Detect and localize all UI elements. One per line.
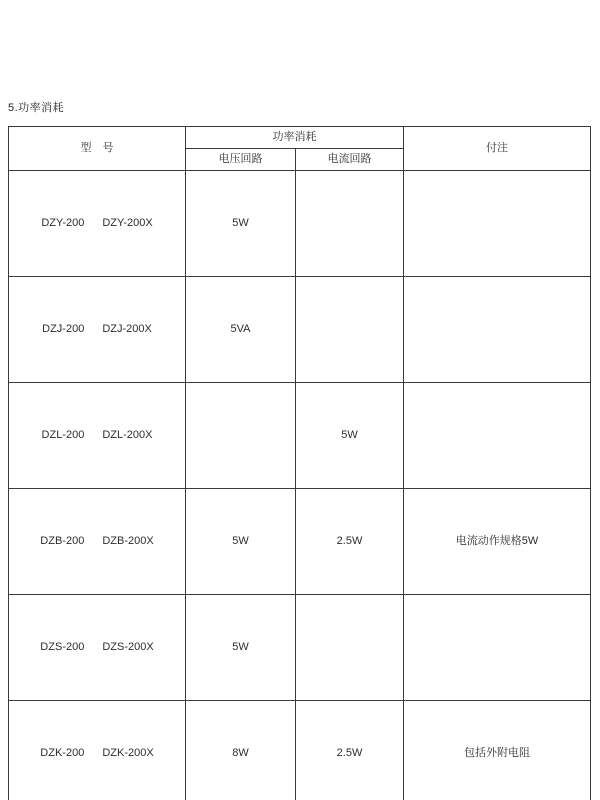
model-name-x: DZB-200X bbox=[102, 531, 153, 552]
current-cell: 5W bbox=[296, 383, 404, 489]
current-cell bbox=[296, 277, 404, 383]
voltage-cell bbox=[186, 383, 296, 489]
voltage-cell: 5W bbox=[186, 489, 296, 595]
table-row bbox=[9, 489, 591, 595]
model-name: DZL-200 bbox=[42, 425, 85, 446]
model-name-x: DZK-200X bbox=[102, 743, 153, 764]
current-cell bbox=[296, 171, 404, 277]
model-cell bbox=[9, 489, 186, 595]
model-cell bbox=[9, 701, 186, 800]
current-cell: 2.5W bbox=[296, 489, 404, 595]
notes-cell bbox=[404, 383, 591, 489]
model-name: DZY-200 bbox=[41, 213, 84, 234]
voltage-cell: 5VA bbox=[186, 277, 296, 383]
table-row bbox=[9, 701, 591, 800]
notes-cell bbox=[404, 171, 591, 277]
table-row bbox=[9, 595, 591, 701]
header-current-circuit: 电流回路 bbox=[296, 149, 404, 171]
model-pair bbox=[9, 743, 185, 764]
model-pair bbox=[9, 319, 185, 340]
voltage-cell: 8W bbox=[186, 701, 296, 800]
table-row bbox=[9, 277, 591, 383]
power-consumption-table bbox=[8, 126, 591, 800]
table-row bbox=[9, 171, 591, 277]
model-cell bbox=[9, 383, 186, 489]
model-pair bbox=[9, 637, 185, 658]
voltage-cell: 5W bbox=[186, 171, 296, 277]
notes-cell: 电流动作规格5W bbox=[404, 489, 591, 595]
model-cell bbox=[9, 277, 186, 383]
notes-cell bbox=[404, 277, 591, 383]
header-power: 功率消耗 bbox=[186, 127, 404, 149]
model-pair bbox=[9, 213, 185, 234]
header-row-1 bbox=[9, 127, 591, 149]
model-cell bbox=[9, 171, 186, 277]
model-name-x: DZJ-200X bbox=[102, 319, 152, 340]
voltage-cell: 5W bbox=[186, 595, 296, 701]
current-cell: 2.5W bbox=[296, 701, 404, 800]
notes-cell bbox=[404, 595, 591, 701]
model-cell bbox=[9, 595, 186, 701]
model-name: DZK-200 bbox=[40, 743, 84, 764]
section-title: 5.功率消耗 bbox=[8, 99, 64, 115]
model-pair bbox=[9, 531, 185, 552]
table-row bbox=[9, 383, 591, 489]
header-voltage-circuit: 电压回路 bbox=[186, 149, 296, 171]
model-name-x: DZS-200X bbox=[102, 637, 153, 658]
notes-cell: 包括外附电阻 bbox=[404, 701, 591, 800]
model-name: DZJ-200 bbox=[42, 319, 84, 340]
model-name-x: DZL-200X bbox=[102, 425, 152, 446]
header-model: 型 号 bbox=[9, 127, 186, 171]
model-pair bbox=[9, 425, 185, 446]
model-name: DZB-200 bbox=[40, 531, 84, 552]
header-notes: 付注 bbox=[404, 127, 591, 171]
model-name: DZS-200 bbox=[40, 637, 84, 658]
model-name-x: DZY-200X bbox=[102, 213, 152, 234]
current-cell bbox=[296, 595, 404, 701]
